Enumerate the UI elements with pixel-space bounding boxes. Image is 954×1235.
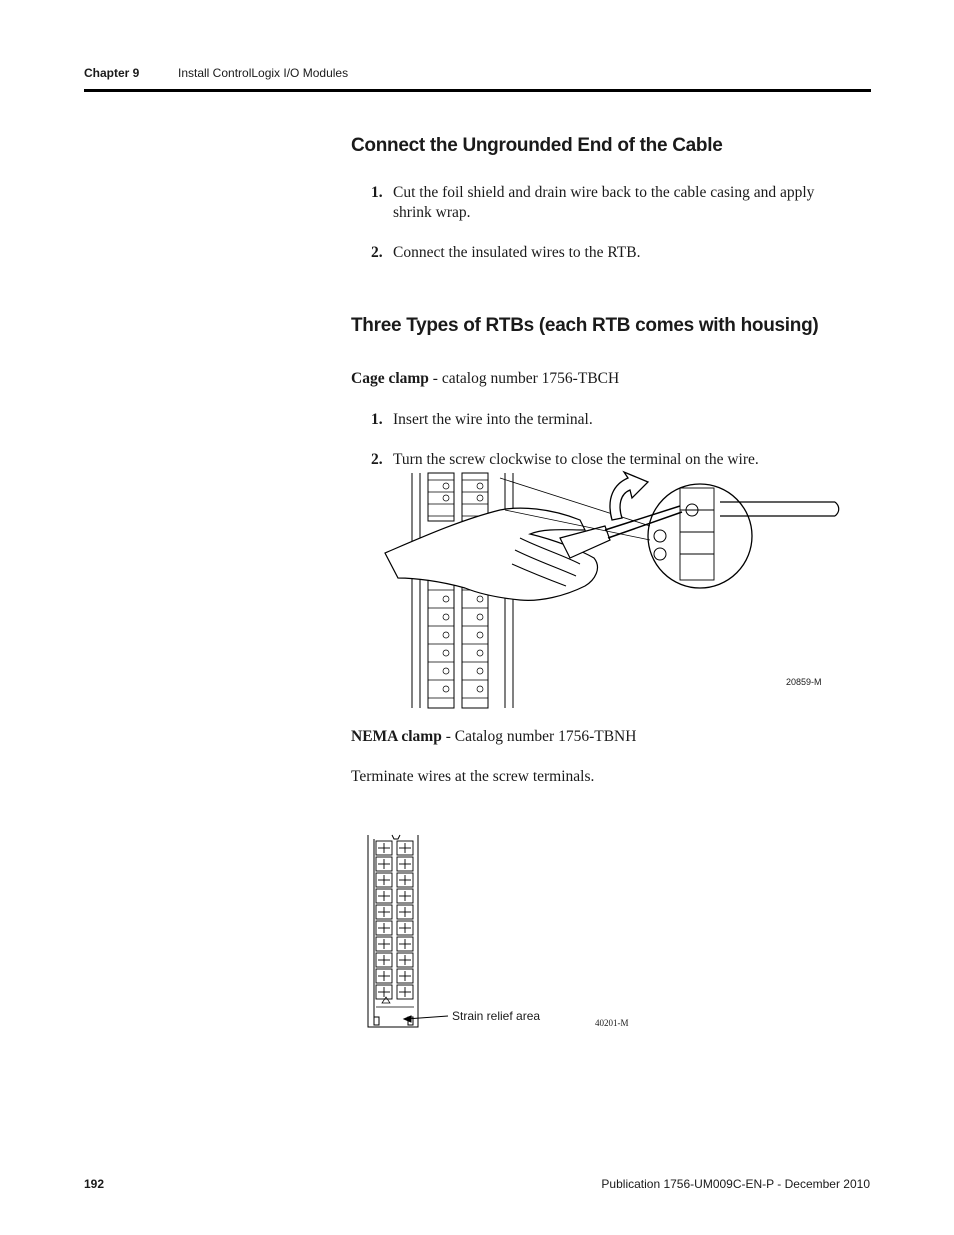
cage-clamp-catalog: - catalog number 1756-TBCH xyxy=(428,370,620,387)
page-number: 192 xyxy=(84,1177,105,1191)
figure-id-20859: 20859-M xyxy=(786,677,822,687)
figure-id-40201: 40201-M xyxy=(595,1018,629,1028)
nema-clamp-label: NEMA clamp xyxy=(351,728,442,745)
list-item xyxy=(371,410,851,430)
step-number: 2. xyxy=(371,244,383,261)
chapter-title: Install ControlLogix I/O Modules xyxy=(178,66,349,80)
nema-clamp-catalog: - Catalog number 1756-TBNH xyxy=(441,728,637,745)
step-number: 1. xyxy=(371,411,383,428)
list-item xyxy=(371,450,851,470)
strain-relief-callout: Strain relief area xyxy=(452,1009,541,1023)
nema-instruction: Terminate wires at the screw terminals. xyxy=(351,768,595,785)
list-item xyxy=(371,183,851,223)
step-text: Turn the screw clockwise to close the terminal on the wire. xyxy=(393,451,759,468)
step-text: Cut the foil shield and drain wire back to the cable casing and apply shrink wrap. xyxy=(393,184,815,221)
cage-clamp-label: Cage clamp xyxy=(351,370,429,387)
step-text: Connect the insulated wires to the RTB. xyxy=(393,244,641,261)
section-heading-ungrounded: Connect the Ungrounded End of the Cable xyxy=(351,135,723,156)
chapter-label: Chapter 9 xyxy=(84,66,140,80)
section-heading-rtb-types: Three Types of RTBs (each RTB comes with housing) xyxy=(351,315,819,336)
list-item xyxy=(371,243,851,263)
step-text: Insert the wire into the terminal. xyxy=(393,411,593,428)
step-number: 2. xyxy=(371,451,383,468)
nema-clamp-illustration xyxy=(364,833,454,1029)
nema-clamp-caption xyxy=(351,727,636,747)
cage-clamp-illustration xyxy=(380,468,850,710)
cage-clamp-caption xyxy=(351,369,619,389)
publication-info: Publication 1756-UM009C-EN-P - December 2010 xyxy=(601,1177,870,1191)
step-number: 1. xyxy=(371,184,383,201)
header-rule xyxy=(84,89,871,92)
